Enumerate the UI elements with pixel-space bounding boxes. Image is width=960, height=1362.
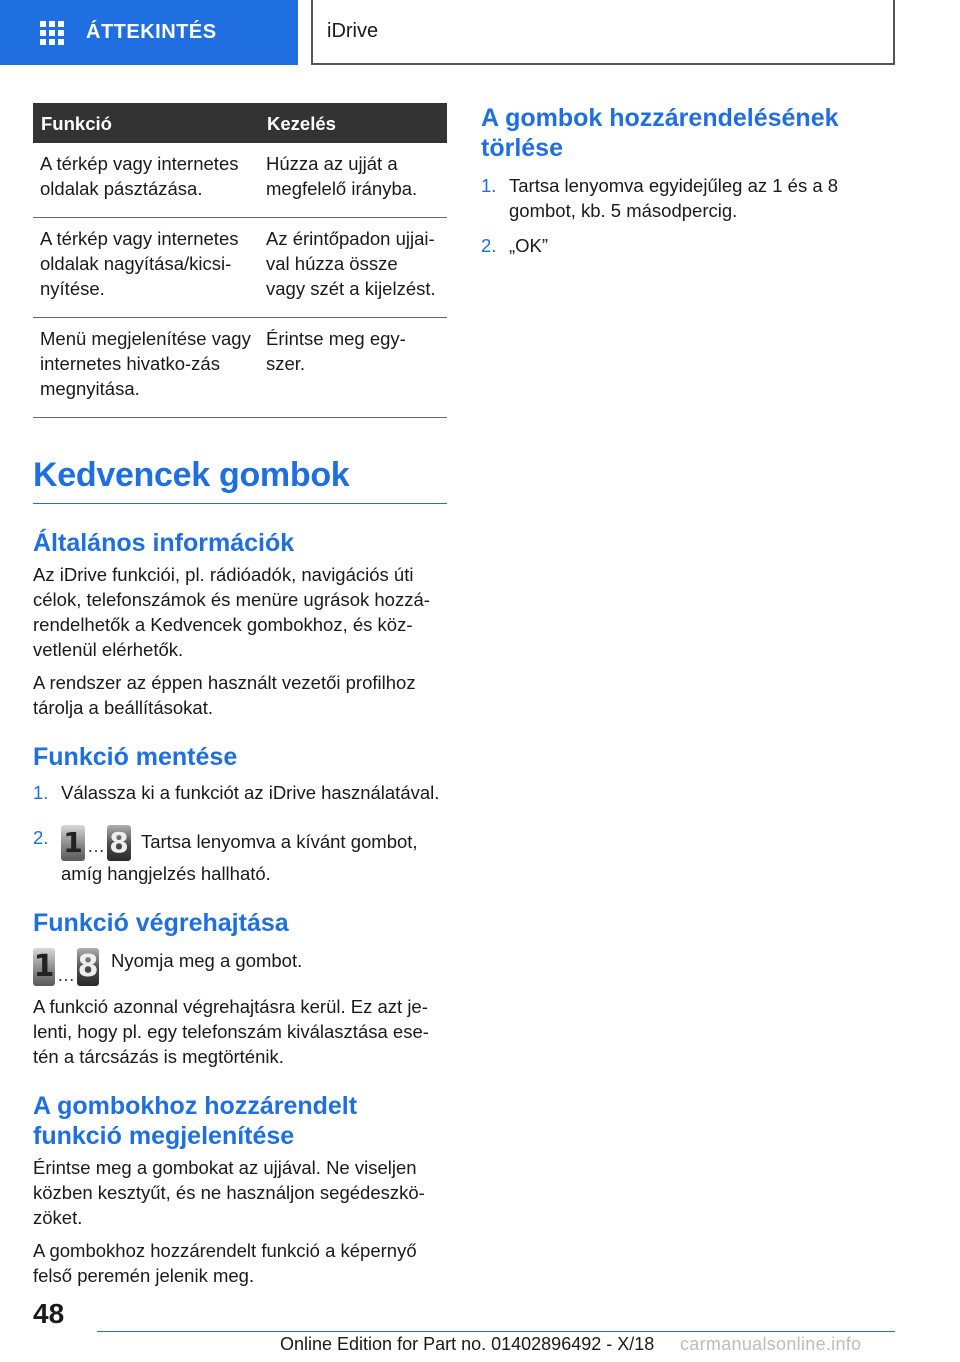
table-cell: Az érintőpadon ujjai-val húzza össze vagy szét a kijelzést. — [259, 218, 447, 318]
favorite-button-8-icon: 8 — [77, 949, 99, 984]
save-function-heading: Funkció mentése — [33, 743, 238, 771]
footer-edition: Online Edition for Part no. 01402896492 - X/18 — [280, 1334, 655, 1354]
step-text: Tartsa lenyomva a kívánt gombot, amíg hangjelzés hallható. — [61, 831, 418, 884]
table-row — [33, 143, 447, 218]
step-number: 1. — [481, 175, 497, 196]
left-column — [33, 103, 447, 1288]
step-number: 2. — [33, 827, 49, 848]
execute-function-heading: Funkció végrehajtása — [33, 909, 289, 937]
table-row — [33, 218, 447, 318]
step-number: 1. — [33, 782, 49, 803]
table-header-row — [33, 103, 447, 143]
grid-menu-icon — [40, 21, 66, 45]
favorite-buttons-icons — [33, 948, 99, 986]
step-text: Tartsa lenyomva egyidejűleg az 1 és a 8 gombot, kb. 5 másodpercig. — [509, 175, 839, 221]
table-cell: Menü megjelenítése vagy internetes hivatko-zás megnyitása. — [33, 318, 259, 418]
display-function-heading: A gombokhoz hozzárendelt funkció megjelenítése — [33, 1092, 358, 1150]
save-step-2 — [33, 825, 447, 886]
page-number: 48 — [33, 1298, 65, 1329]
table-row — [33, 318, 447, 418]
footer-divider — [97, 1331, 895, 1332]
delete-step-1 — [481, 173, 895, 223]
general-info-paragraph: Az iDrive funkciói, pl. rádióadók, navigációs úti célok, telefonszámok és menüre ugrások hozzá-rendelhetők a Kedvencek gombokhoz, és köz-vetlenül elérhetők. — [33, 564, 430, 660]
favorites-heading: Kedvencek gombok — [33, 456, 447, 504]
favorite-button-8-icon: 8 — [107, 825, 131, 861]
favorite-button-1-icon: 1 — [61, 825, 85, 861]
execute-instruction — [33, 948, 447, 986]
ellipsis: … — [87, 836, 105, 856]
delete-step-2 — [481, 233, 895, 258]
chapter-title: iDrive — [327, 20, 379, 42]
ellipsis: … — [57, 965, 75, 985]
table-header-function: Funkció — [33, 103, 259, 143]
function-table — [33, 103, 447, 418]
chapter-header — [311, 0, 895, 65]
display-paragraph-2: A gombokhoz hozzárendelt funkció a képernyő felső peremén jelenik meg. — [33, 1240, 417, 1286]
general-info-heading: Általános információk — [33, 529, 295, 557]
step-text: „OK” — [509, 235, 549, 256]
step-text: Válassza ki a funkciót az iDrive használatával. — [61, 782, 440, 803]
section-title: ÁTTEKINTÉS — [86, 21, 217, 43]
table-cell: A térkép vagy internetes oldalak pásztázása. — [33, 143, 259, 218]
delete-assignment-heading: A gombok hozzárendelésének törlése — [481, 104, 839, 162]
section-tab[interactable] — [0, 0, 298, 65]
execute-paragraph: A funkció azonnal végrehajtásra kerül. Ez azt je-lenti, hogy pl. egy telefonszám kiválasztása ese-tén a tárcsázás is megtörténik. — [33, 996, 429, 1067]
step-content — [61, 825, 447, 886]
right-column — [481, 103, 895, 258]
table-header-operation: Kezelés — [259, 103, 447, 143]
display-paragraph: Érintse meg a gombokat az ujjával. Ne viseljen közben kesztyűt, és ne használjon segédeszkö-zöket. — [33, 1157, 425, 1228]
step-number: 2. — [481, 235, 497, 256]
table-cell: A térkép vagy internetes oldalak nagyítása/kicsi-nyítése. — [33, 218, 259, 318]
favorite-button-1-icon: 1 — [33, 949, 55, 984]
watermark: carmanualsonline.info — [680, 1334, 862, 1354]
execute-instruction-text: Nyomja meg a gombot. — [111, 950, 303, 971]
table-cell: Érintse meg egy-szer. — [259, 318, 447, 418]
save-step-1 — [33, 780, 447, 805]
general-info-paragraph-2: A rendszer az éppen használt vezetői profilhoz tárolja a beállításokat. — [33, 672, 416, 718]
table-cell: Húzza az ujját a megfelelő irányba. — [259, 143, 447, 218]
